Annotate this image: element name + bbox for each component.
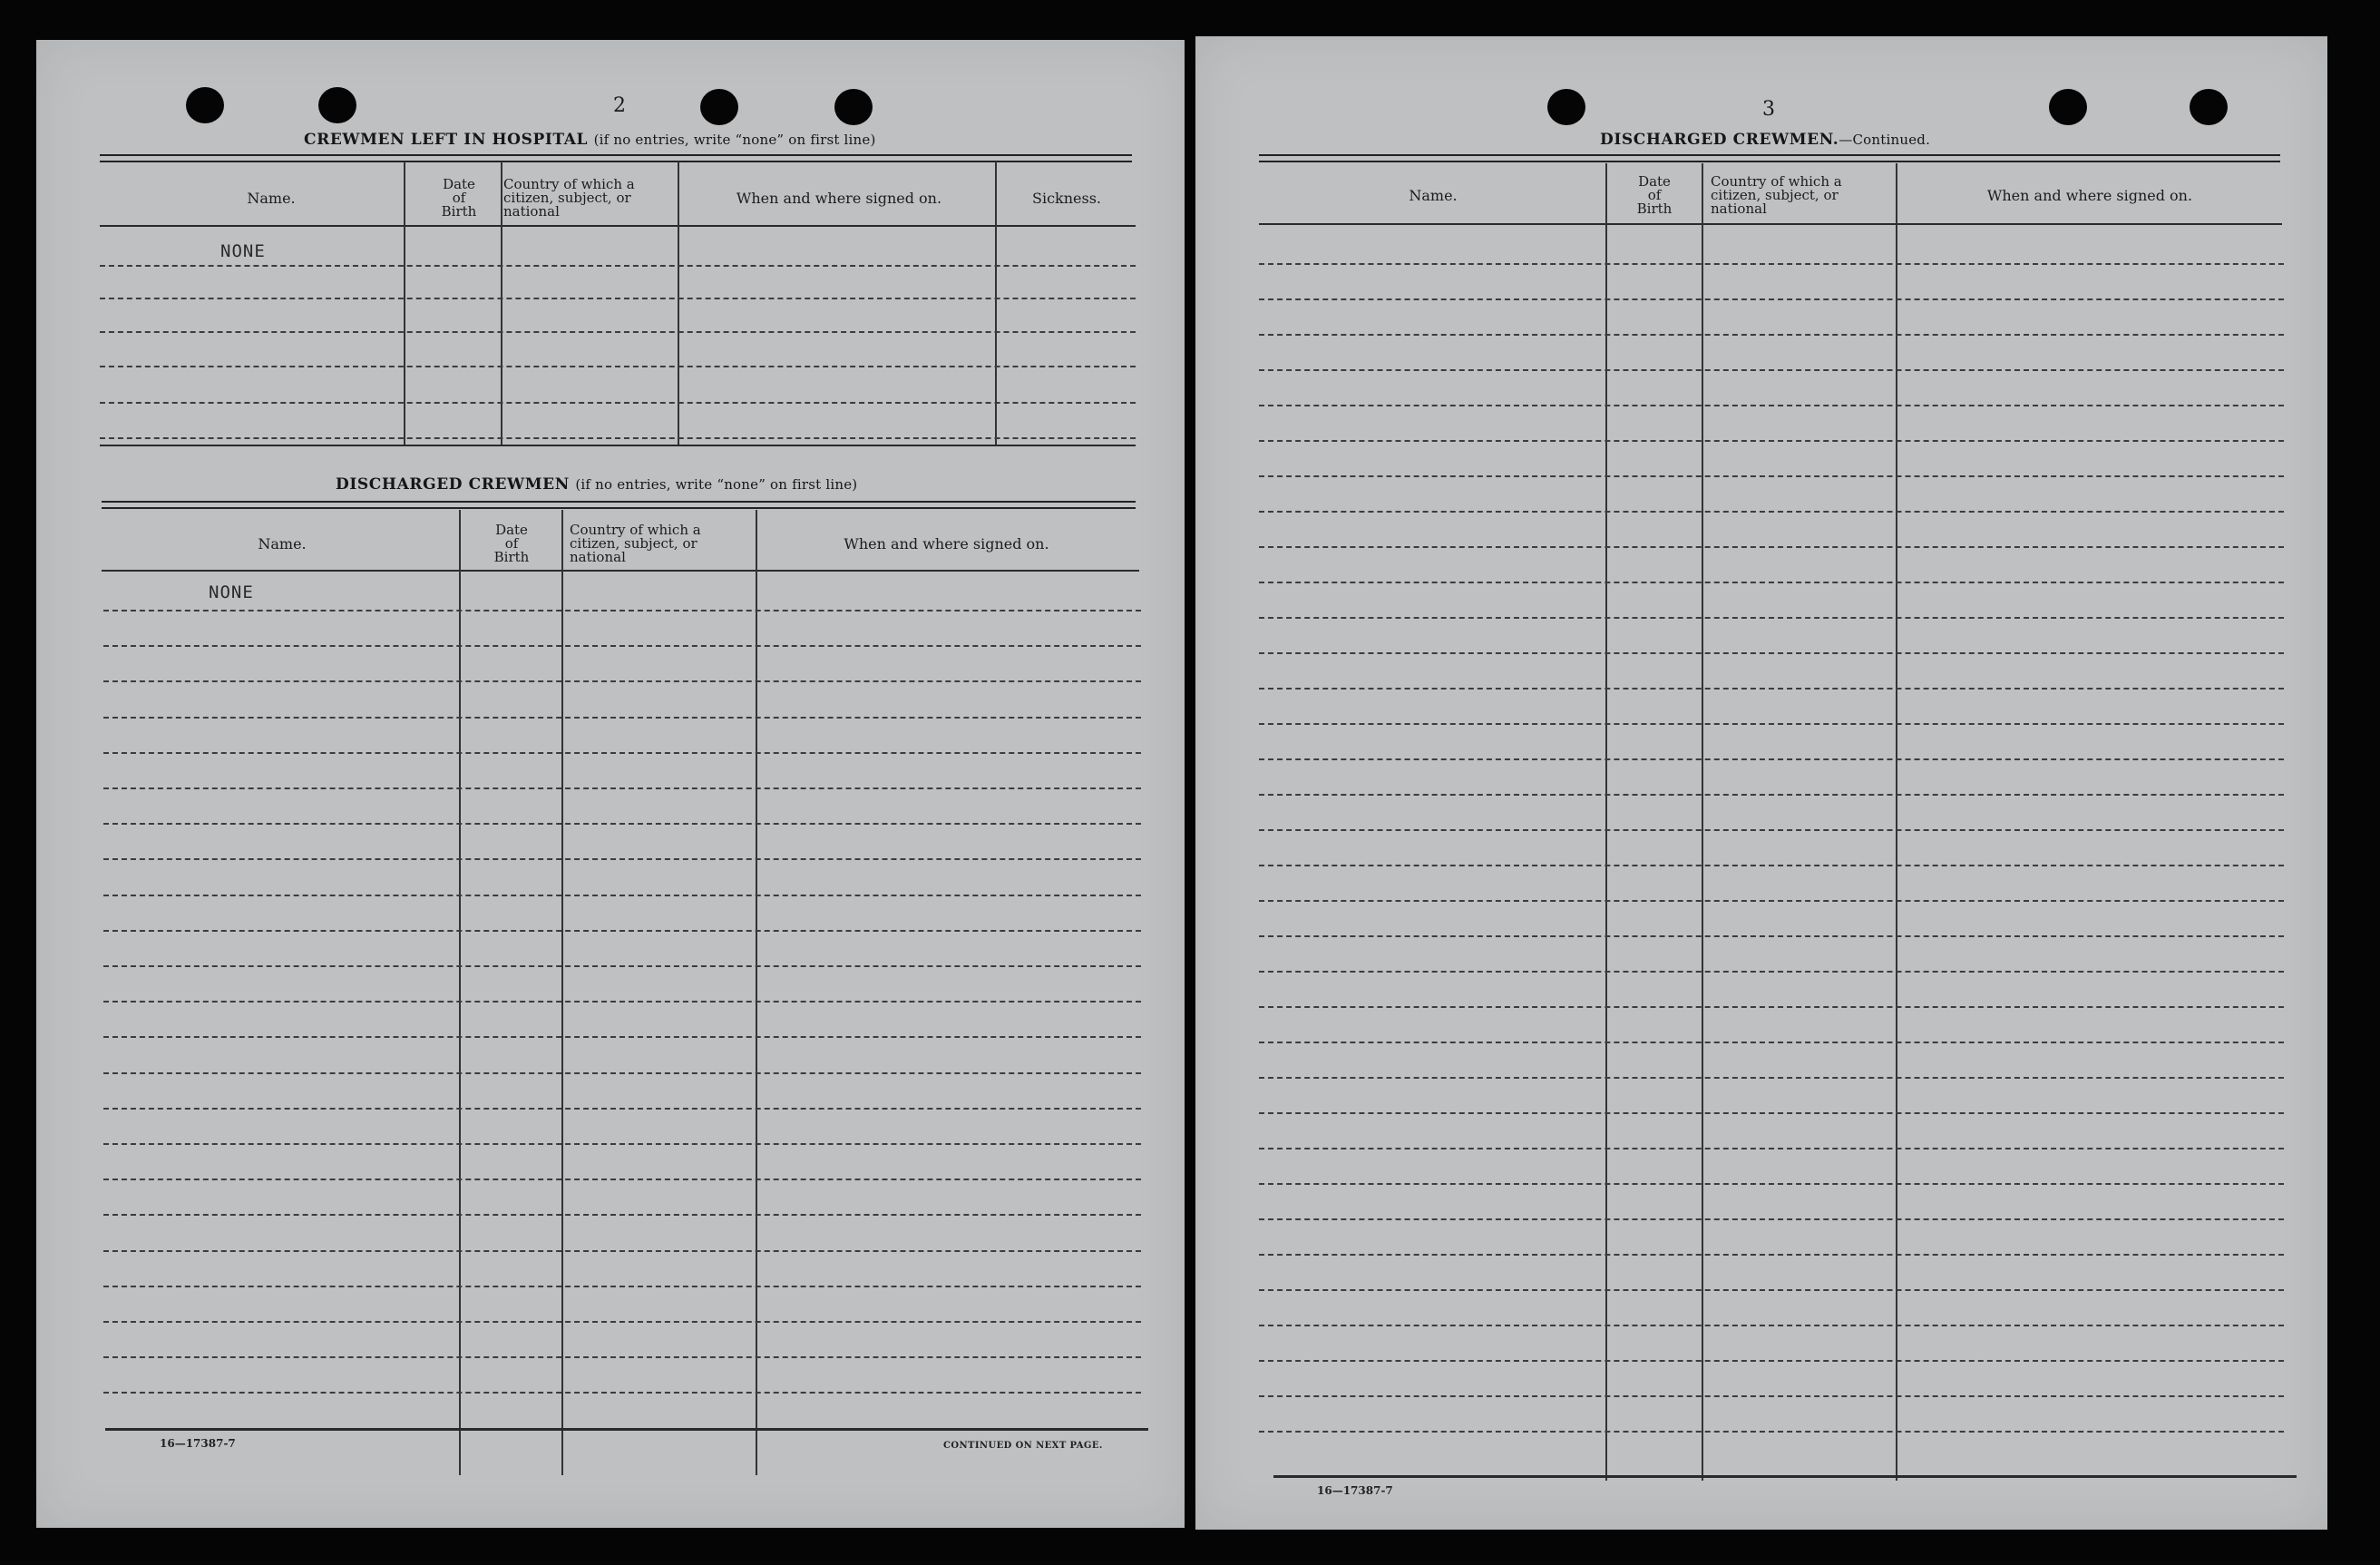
- page-number: 3: [1762, 98, 1775, 121]
- dotted-line: [103, 1321, 1141, 1323]
- right-top-rule: [1259, 154, 2280, 162]
- dotted-line: [1259, 1042, 2284, 1043]
- discharged-none-entry: NONE: [209, 582, 254, 602]
- dotted-line: [103, 965, 1141, 967]
- dotted-line: [103, 1286, 1141, 1287]
- punch-hole: [318, 87, 356, 123]
- dotted-line: [1259, 546, 2284, 548]
- discharged-title-text: DISCHARGED CREWMEN: [336, 475, 570, 494]
- dotted-line: [1259, 688, 2284, 690]
- discharged-col-name: Name.: [258, 534, 307, 553]
- right-page: [1195, 36, 2327, 1530]
- hospital-title-note: (if no entries, write “none” on first line): [593, 132, 876, 148]
- left-page: [36, 40, 1185, 1528]
- dotted-line: [1259, 1183, 2284, 1185]
- discharged-continued-title: [1600, 131, 1930, 149]
- dotted-line: [103, 610, 1141, 611]
- hospital-header-rule: [100, 225, 1136, 227]
- dotted-line: [100, 331, 1136, 333]
- right-col-name: Name.: [1409, 186, 1458, 204]
- dotted-line: [103, 680, 1141, 682]
- dotted-line: [1259, 829, 2284, 831]
- discharged-top-rule: [102, 501, 1136, 509]
- hospital-section-title: [304, 131, 876, 149]
- dotted-line: [1259, 1006, 2284, 1008]
- dotted-line: [103, 1036, 1141, 1038]
- dotted-line: [1259, 723, 2284, 725]
- form-number: 16—17387-7: [160, 1437, 236, 1450]
- dotted-line: [103, 787, 1141, 789]
- footer-rule: [105, 1428, 1148, 1431]
- form-number: 16—17387-7: [1317, 1484, 1393, 1497]
- dotted-line: [1259, 405, 2284, 406]
- discharged-section-title: [336, 475, 857, 494]
- dotted-line: [103, 895, 1141, 896]
- dotted-line: [1259, 369, 2284, 371]
- dotted-line: [103, 930, 1141, 932]
- hospital-bottom-rule: [100, 445, 1136, 446]
- dotted-line: [100, 437, 1136, 439]
- dotted-line: [103, 717, 1141, 719]
- punch-hole: [2049, 89, 2087, 125]
- dotted-line: [1259, 475, 2284, 477]
- dotted-line: [100, 402, 1136, 404]
- dotted-line: [1259, 1360, 2284, 1362]
- dotted-line: [103, 823, 1141, 825]
- dotted-line: [103, 1001, 1141, 1003]
- discharged-title-note: (if no entries, write “none” on first line): [575, 476, 858, 493]
- dotted-line: [103, 1143, 1141, 1145]
- dotted-line: [100, 366, 1136, 367]
- discharged-col-date-of-birth: Date of Birth: [493, 521, 530, 565]
- discharged-col-signed-on: When and where signed on.: [844, 534, 1049, 553]
- dotted-line: [1259, 1289, 2284, 1291]
- continued-note: CONTINUED ON NEXT PAGE.: [943, 1441, 1103, 1451]
- dotted-line: [1259, 935, 2284, 937]
- dotted-line: [1259, 582, 2284, 583]
- dotted-line: [1259, 1077, 2284, 1079]
- dotted-line: [103, 1214, 1141, 1216]
- dotted-line: [1259, 440, 2284, 442]
- dotted-line: [1259, 263, 2284, 265]
- dotted-line: [1259, 794, 2284, 796]
- dotted-line: [1259, 865, 2284, 866]
- discharged-col-divider: [561, 510, 563, 1475]
- discharged-continued-note: —Continued.: [1839, 132, 1931, 148]
- hospital-col-sickness: Sickness.: [1031, 189, 1101, 207]
- dotted-line: [1259, 1431, 2284, 1433]
- punch-hole: [2190, 89, 2228, 125]
- right-col-divider: [1605, 163, 1607, 1481]
- hospital-col-signed-on: When and where signed on.: [736, 189, 942, 207]
- dotted-line: [1259, 652, 2284, 654]
- right-col-country: Country of which a citizen, subject, or national: [1711, 172, 1842, 217]
- hospital-col-country: Country of which a citizen, subject, or national: [503, 175, 635, 220]
- dotted-line: [103, 1072, 1141, 1074]
- punch-hole: [700, 89, 738, 125]
- dotted-line: [1259, 1395, 2284, 1397]
- dotted-line: [1259, 900, 2284, 902]
- dotted-line: [103, 1356, 1141, 1358]
- dotted-line: [1259, 758, 2284, 760]
- dotted-line: [103, 1392, 1141, 1394]
- dotted-line: [1259, 298, 2284, 300]
- dotted-line: [1259, 511, 2284, 513]
- footer-rule: [1273, 1475, 2297, 1478]
- dotted-line: [103, 858, 1141, 860]
- dotted-line: [1259, 1112, 2284, 1114]
- right-col-divider: [1702, 163, 1703, 1481]
- dotted-line: [1259, 971, 2284, 973]
- dotted-line: [103, 645, 1141, 647]
- right-header-rule: [1259, 223, 2282, 225]
- dotted-line: [1259, 334, 2284, 336]
- discharged-col-divider: [756, 510, 757, 1475]
- dotted-line: [1259, 1148, 2284, 1149]
- right-col-signed-on: When and where signed on.: [1986, 186, 2193, 204]
- dotted-line: [1259, 1325, 2284, 1326]
- hospital-none-entry: NONE: [220, 241, 266, 261]
- dotted-line: [103, 752, 1141, 754]
- dotted-line: [1259, 1254, 2284, 1256]
- discharged-col-divider: [459, 510, 461, 1475]
- dotted-line: [100, 265, 1136, 267]
- dotted-line: [103, 1250, 1141, 1252]
- page-number: 2: [613, 94, 626, 117]
- dotted-line: [103, 1179, 1141, 1180]
- discharged-header-rule: [102, 570, 1139, 572]
- hospital-col-name: Name.: [247, 189, 296, 207]
- discharged-continued-title-text: DISCHARGED CREWMEN.: [1600, 131, 1839, 149]
- right-col-divider: [1896, 163, 1897, 1481]
- dotted-line: [1259, 617, 2284, 619]
- punch-hole: [834, 89, 873, 125]
- hospital-title-text: CREWMEN LEFT IN HOSPITAL: [304, 131, 589, 149]
- dotted-line: [1259, 1218, 2284, 1220]
- punch-hole: [1547, 89, 1585, 125]
- right-col-date-of-birth: Date of Birth: [1636, 172, 1673, 217]
- dotted-line: [103, 1108, 1141, 1110]
- discharged-col-country: Country of which a citizen, subject, or national: [570, 521, 701, 565]
- punch-hole: [186, 87, 224, 123]
- hospital-col-date-of-birth: Date of Birth: [441, 175, 477, 220]
- dotted-line: [100, 298, 1136, 299]
